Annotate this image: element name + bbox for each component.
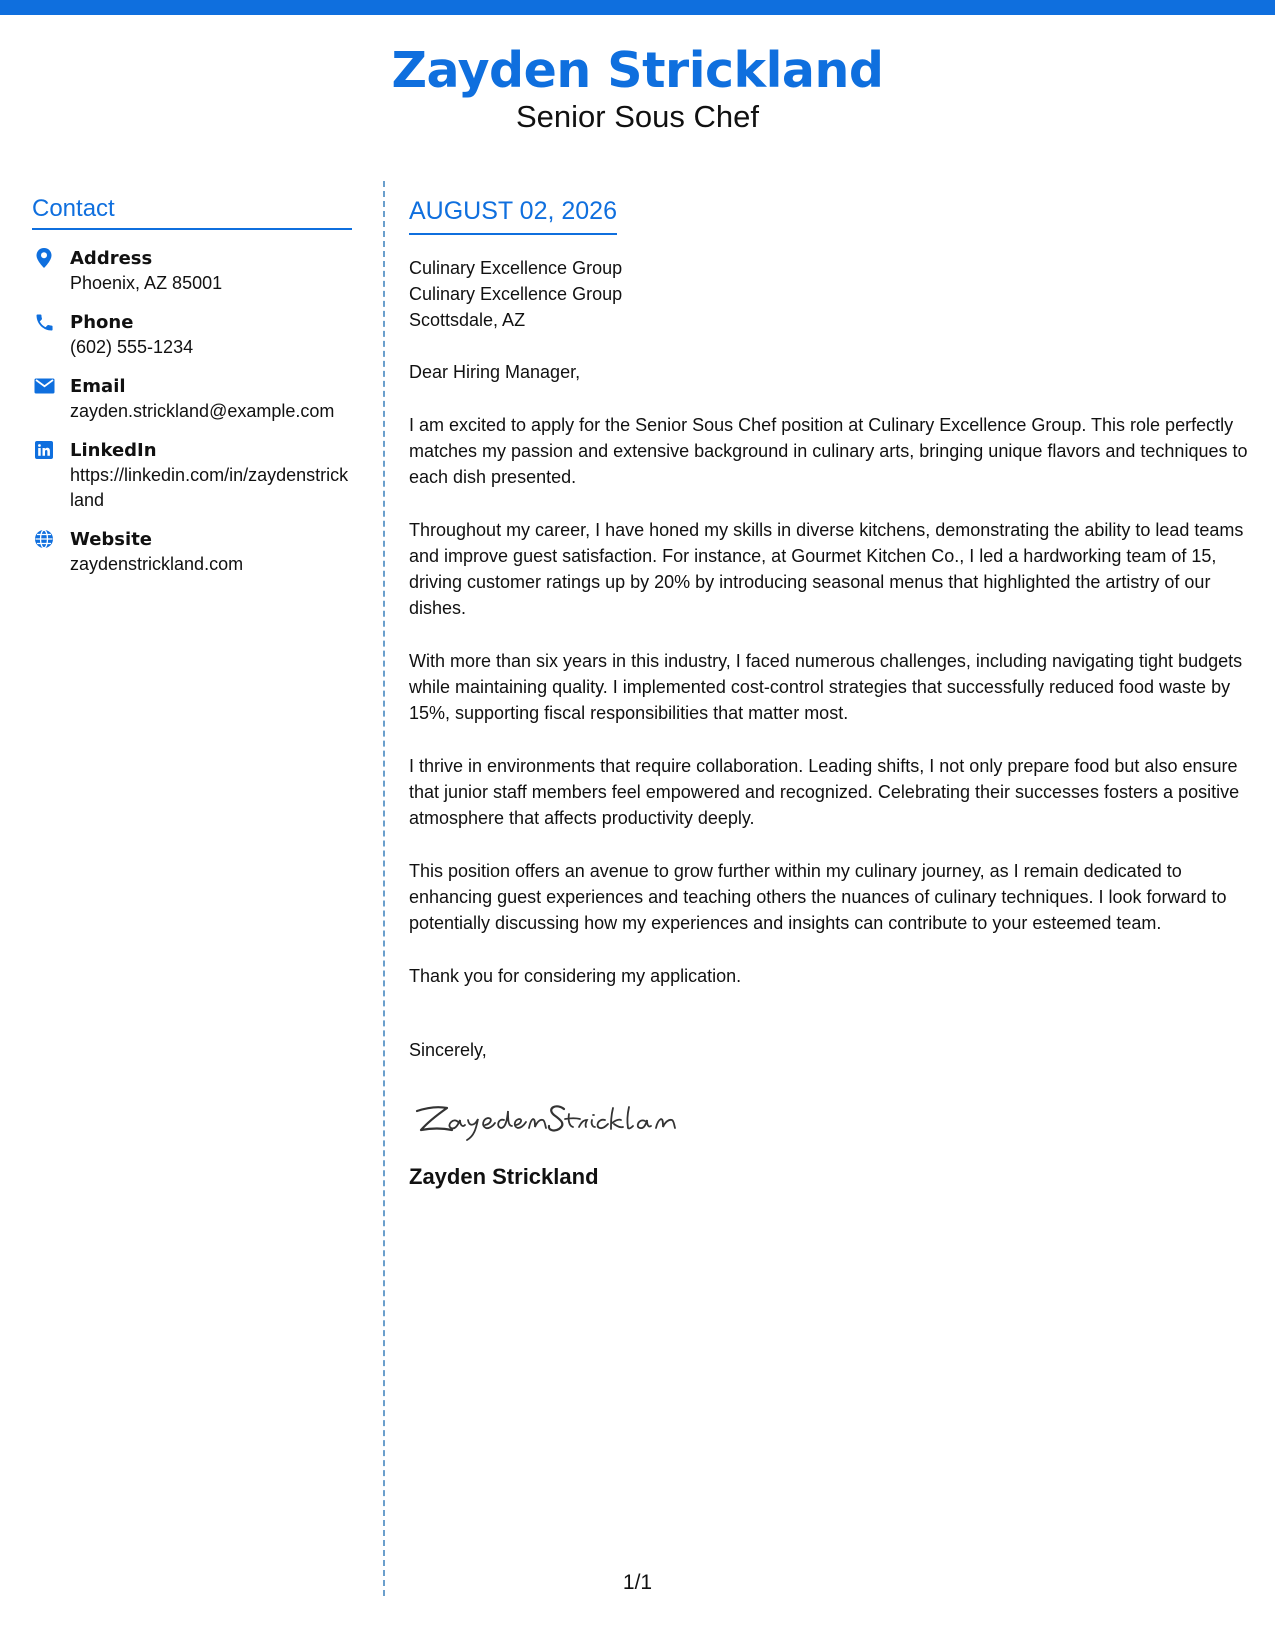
paragraph-collaboration: I thrive in environments that require collaboration. Leading shifts, I not only prepare food but also ensure that junior staff members feel empowered and recognized. Celebrating their successes fosters a positive atmosphere that affects productivity deeply. <box>409 756 1240 828</box>
phone-icon <box>32 310 56 334</box>
address-label: Address <box>70 248 153 269</box>
recipient-block <box>409 255 1249 333</box>
contact-linkedin <box>32 438 352 513</box>
website-label: Website <box>70 529 153 550</box>
email-value: zayden.strickland@example.com <box>70 401 335 421</box>
top-accent-bar <box>0 0 1275 15</box>
letter-date: AUGUST 02, 2026 <box>409 196 617 235</box>
printed-name: Zayden Strickland <box>409 1164 599 1189</box>
address-value: Phoenix, AZ 85001 <box>70 273 223 293</box>
linkedin-value[interactable]: https://linkedin.com/in/zaydenstrickland <box>70 465 349 510</box>
contact-phone <box>32 310 352 360</box>
phone-label: Phone <box>70 312 134 333</box>
contact-website <box>32 527 352 577</box>
website-value[interactable]: zaydenstrickland.com <box>70 554 244 574</box>
linkedin-label: LinkedIn <box>70 440 157 461</box>
recipient-line-1: Culinary Excellence Group <box>409 258 623 278</box>
paragraph-experience: With more than six years in this industry, I faced numerous challenges, including navigating tight budgets while maintaining quality. I implemented cost-control strategies that successfully reduced food waste by 15%, supporting fiscal responsibilities that matter most. <box>409 651 1243 723</box>
salutation: Dear Hiring Manager, <box>409 362 581 382</box>
contact-sidebar <box>32 194 352 591</box>
recipient-line-2: Culinary Excellence Group <box>409 284 623 304</box>
email-icon <box>32 374 56 398</box>
paragraph-intro: I am excited to apply for the Senior Sous Chef position at Culinary Excellence Group. This role perfectly matches my passion and extensive background in culinary arts, bringing unique flavors and techniques to each dish presented. <box>409 415 1248 487</box>
contact-address <box>32 246 352 296</box>
globe-icon <box>32 527 56 551</box>
email-label: Email <box>70 376 126 397</box>
column-divider <box>383 181 385 1596</box>
linkedin-icon <box>32 438 56 462</box>
contact-email <box>32 374 352 424</box>
page-number: 1/1 <box>622 1571 653 1594</box>
cover-letter-body <box>409 196 1249 1191</box>
map-pin-icon <box>32 246 56 270</box>
paragraph-closing: This position offers an avenue to grow further within my culinary journey, as I remain dedicated to enhancing guest experiences and teaching others the nuances of culinary techniques. I look forward to potentially discussing how my experiences and insights can contribute to your esteemed team. <box>409 861 1227 933</box>
phone-value: (602) 555-1234 <box>70 337 194 357</box>
job-title: Senior Sous Chef <box>516 99 759 134</box>
applicant-name: Zayden Strickland <box>391 42 884 99</box>
contact-heading: Contact <box>32 194 352 230</box>
recipient-line-3: Scottsdale, AZ <box>409 310 526 330</box>
paragraph-thanks: Thank you for considering my application. <box>409 966 742 986</box>
closing-salutation: Sincerely, <box>409 1040 487 1060</box>
resume-header <box>0 42 1275 136</box>
handwritten-signature <box>409 1091 689 1147</box>
paragraph-career: Throughout my career, I have honed my skills in diverse kitchens, demonstrating the ability to lead teams and improve guest satisfaction. For instance, at Gourmet Kitchen Co., I led a hardworking team of 15, driving customer ratings up by 20% by introducing seasonal menus that highlighted the artistry of our dishes. <box>409 520 1244 618</box>
